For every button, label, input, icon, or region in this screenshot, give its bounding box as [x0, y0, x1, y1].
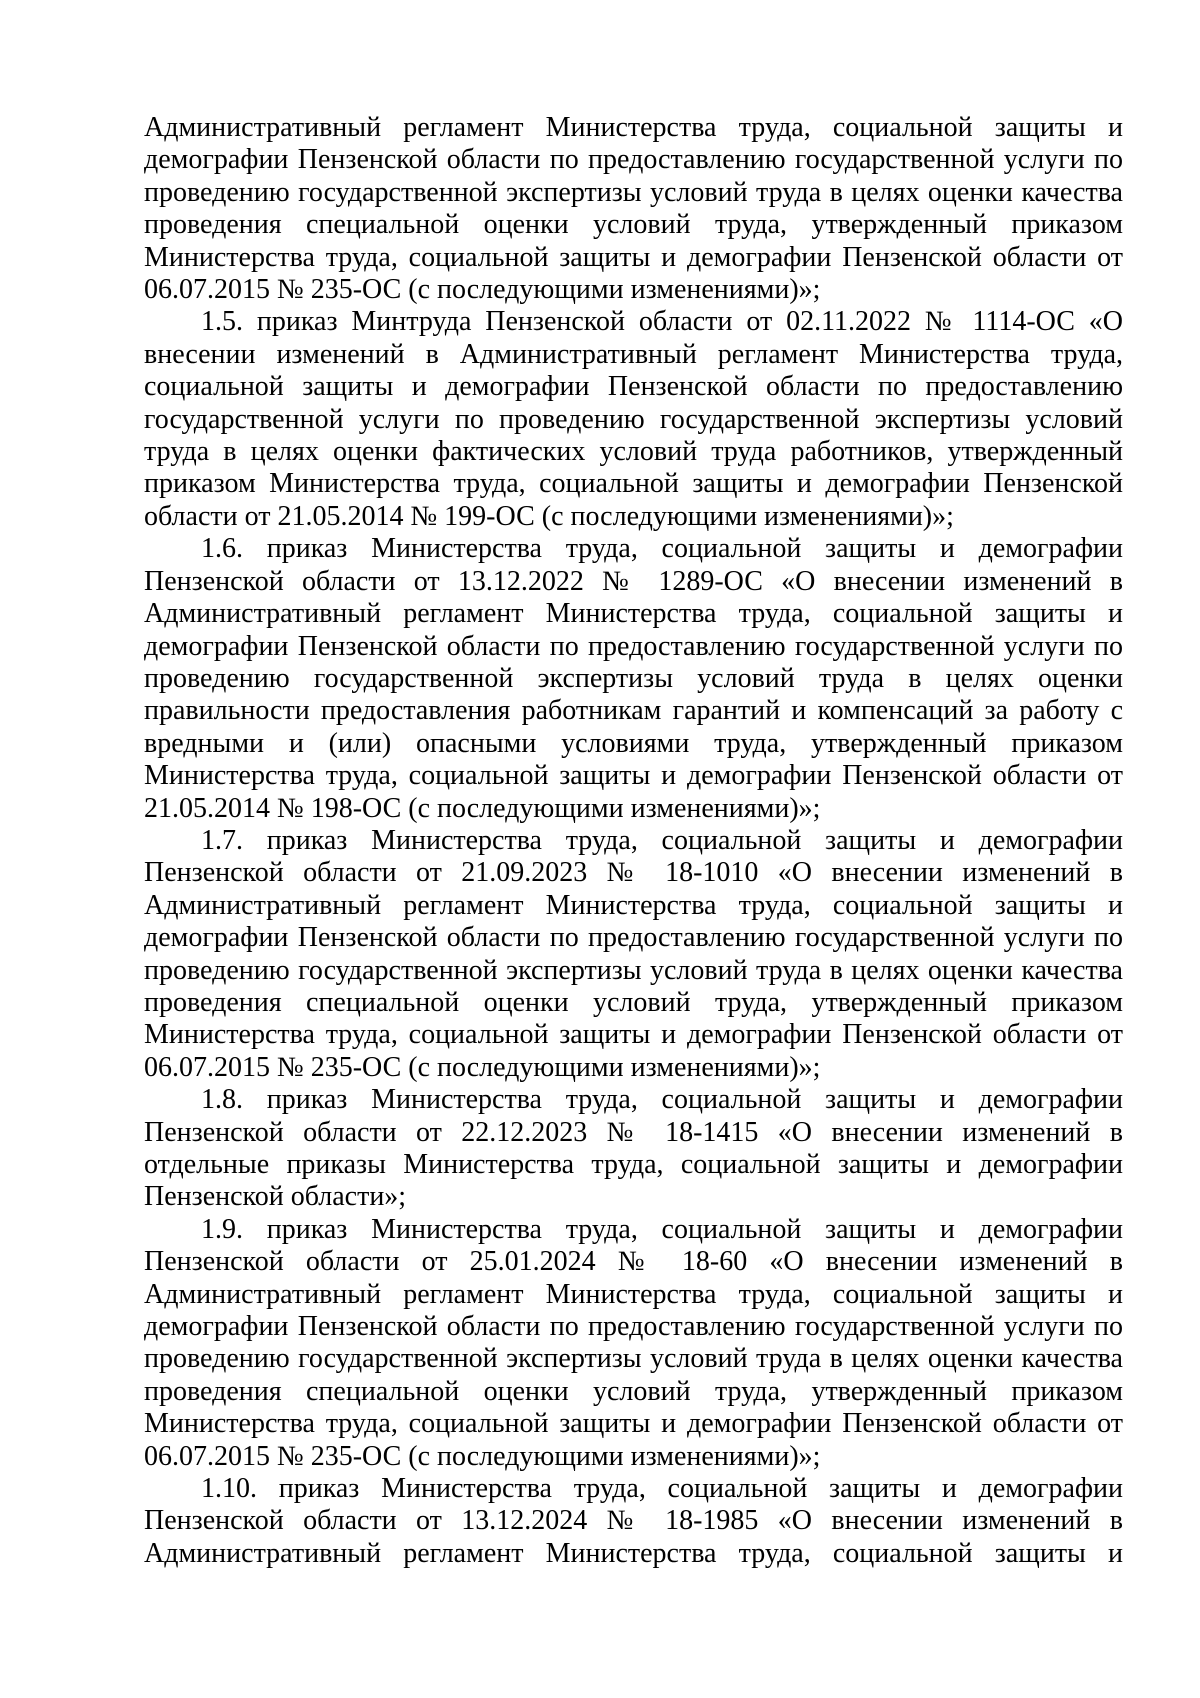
paragraph-item-1-8: 1.8. приказ Министерства труда, социальной защиты и демографии Пензенской области от 22.12.2023 № 18-1415 «О внесении изменений в отдельные приказы Министерства труда, социальной защиты и демографии Пензенской области»;	[144, 1084, 1123, 1213]
paragraph-item-1-9: 1.9. приказ Министерства труда, социальной защиты и демографии Пензенской области от 25.01.2024 № 18-60 «О внесении изменений в Административный регламент Министерства труда, социальной защиты и демографии Пензенской области по предоставлению государственной услуги по проведению государственной экспертизы условий труда в целях оценки качества проведения специальной оценки условий труда, утвержденный приказом Министерства труда, социальной защиты и демографии Пензенской области от 06.07.2015 № 235-ОС (с последующими изменениями)»;	[144, 1213, 1123, 1472]
document-page	[144, 112, 1123, 1570]
paragraph-item-1-5: 1.5. приказ Минтруда Пензенской области от 02.11.2022 № 1114-ОС «О внесении изменений в Административный регламент Министерства труда, социальной защиты и демографии Пензенской области по предоставлению государственной услуги по проведению государственной экспертизы условий труда в целях оценки фактических условий труда работников, утвержденный приказом Министерства труда, социальной защиты и демографии Пензенской области от 21.05.2014 № 199-ОС (с последующими изменениями)»;	[144, 306, 1123, 532]
paragraph-item-1-7: 1.7. приказ Министерства труда, социальной защиты и демографии Пензенской области от 21.09.2023 № 18-1010 «О внесении изменений в Административный регламент Министерства труда, социальной защиты и демографии Пензенской области по предоставлению государственной услуги по проведению государственной экспертизы условий труда в целях оценки качества проведения специальной оценки условий труда, утвержденный приказом Министерства труда, социальной защиты и демографии Пензенской области от 06.07.2015 № 235-ОС (с последующими изменениями)»;	[144, 824, 1123, 1083]
paragraph-item-1-6: 1.6. приказ Министерства труда, социальной защиты и демографии Пензенской области от 13.12.2022 № 1289-ОС «О внесении изменений в Административный регламент Министерства труда, социальной защиты и демографии Пензенской области по предоставлению государственной услуги по проведению государственной экспертизы условий труда в целях оценки правильности предоставления работникам гарантий и компенсаций за работу с вредными и (или) опасными условиями труда, утвержденный приказом Министерства труда, социальной защиты и демографии Пензенской области от 21.05.2014 № 198-ОС (с последующими изменениями)»;	[144, 533, 1123, 824]
paragraph-continuation: Административный регламент Министерства труда, социальной защиты и демографии Пензенской области по предоставлению государственной услуги по проведению государственной экспертизы условий труда в целях оценки качества проведения специальной оценки условий труда, утвержденный приказом Министерства труда, социальной защиты и демографии Пензенской области от 06.07.2015 № 235-ОС (с последующими изменениями)»;	[144, 112, 1123, 306]
paragraph-item-1-10: 1.10. приказ Министерства труда, социальной защиты и демографии Пензенской области от 13.12.2024 № 18-1985 «О внесении изменений в Административный регламент Министерства труда, социальной защиты и	[144, 1473, 1123, 1569]
